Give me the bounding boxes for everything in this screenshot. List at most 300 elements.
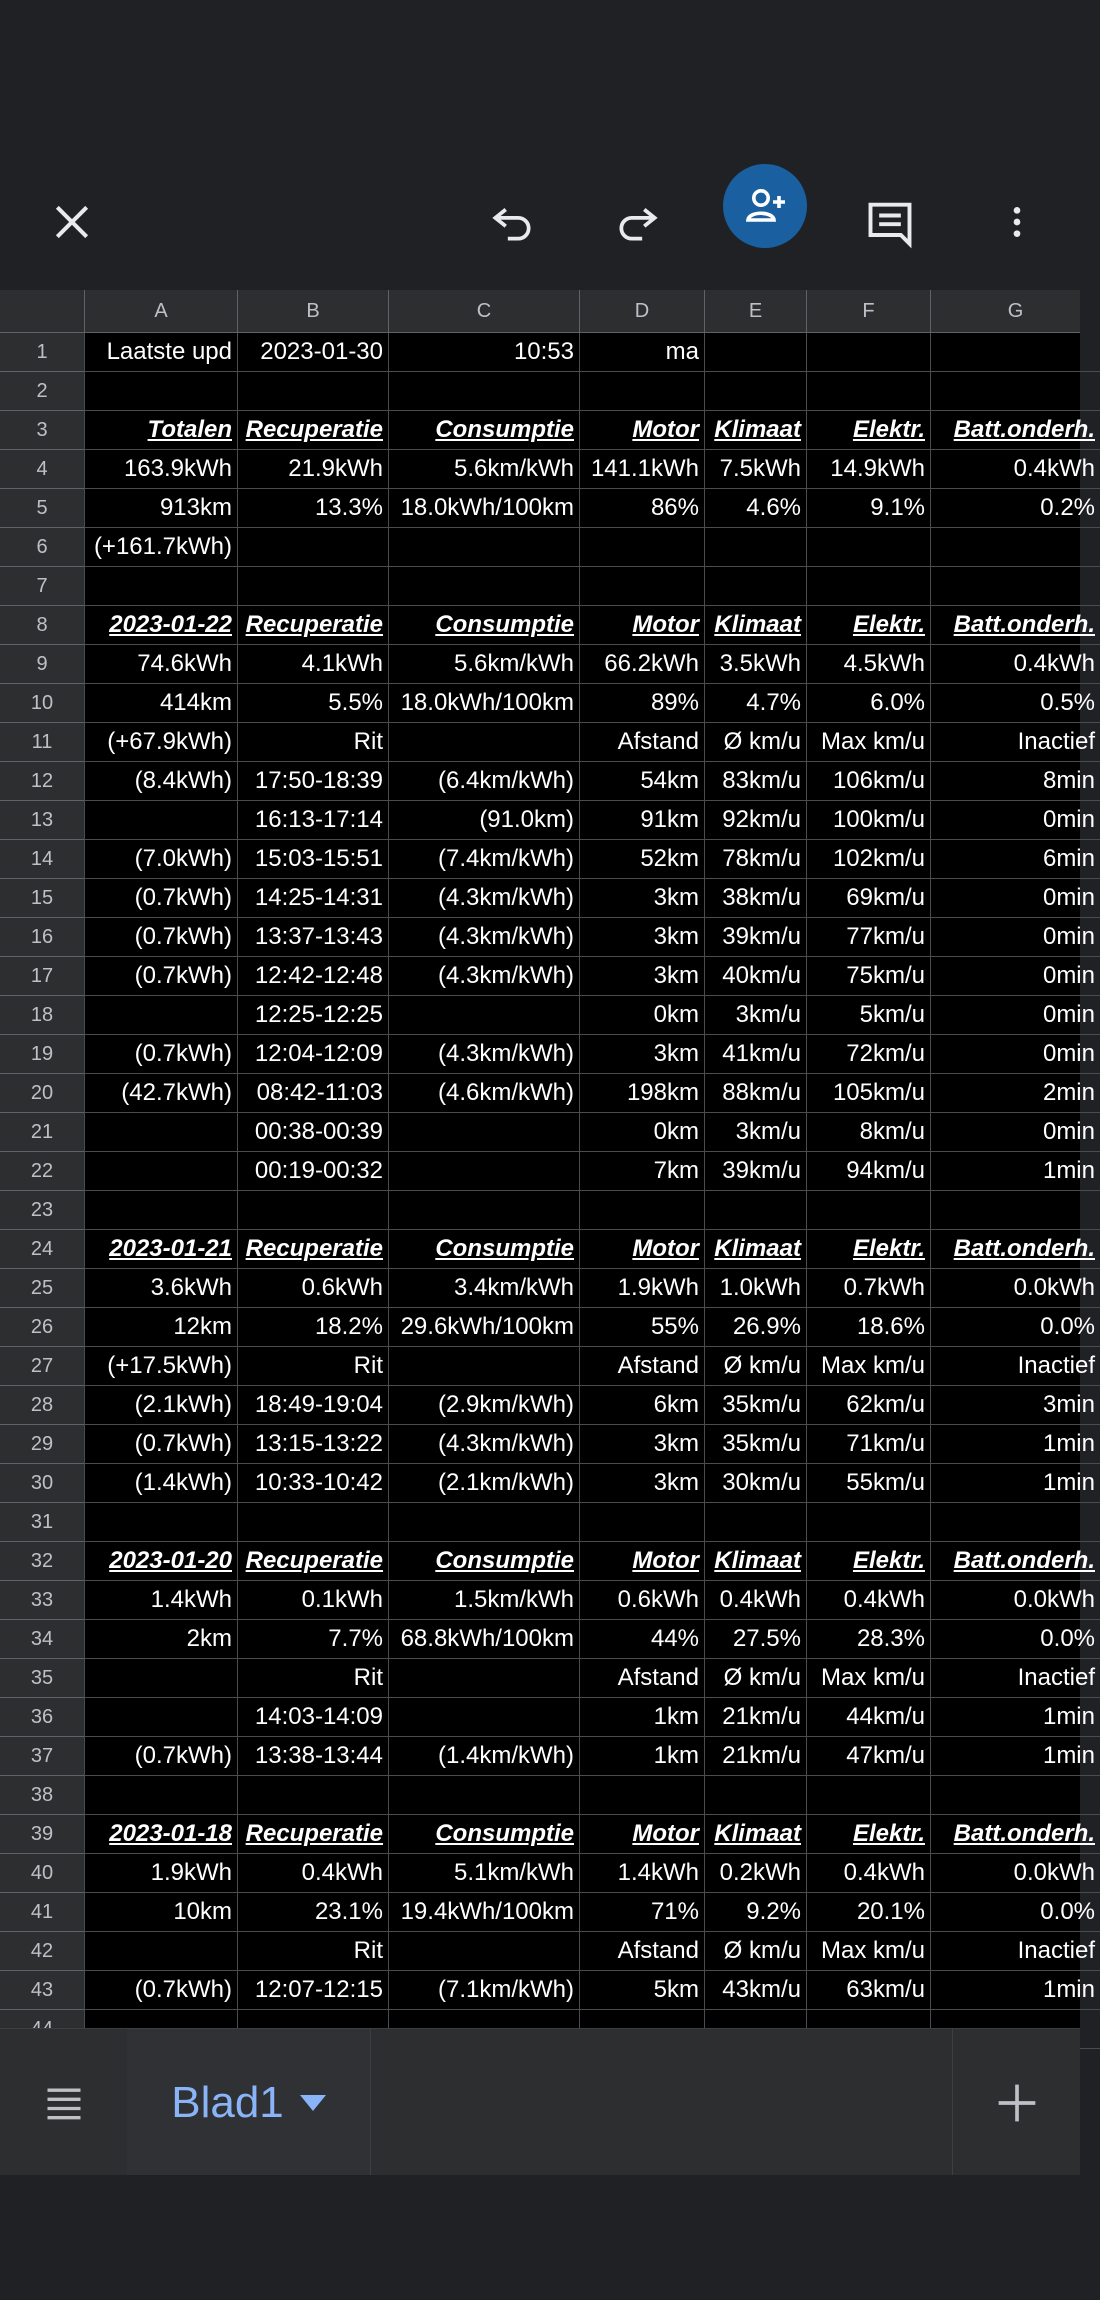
- cell-d42[interactable]: Afstand: [579, 1932, 704, 1971]
- cell-f8[interactable]: Elektr.: [806, 606, 930, 645]
- cell-b40[interactable]: 0.4kWh: [237, 1854, 388, 1893]
- row-number[interactable]: 24: [0, 1230, 84, 1269]
- cell-e15[interactable]: 38km/u: [704, 879, 806, 918]
- column-header-e[interactable]: E: [704, 290, 806, 332]
- cell-d1[interactable]: ma: [579, 333, 704, 372]
- cell-a21[interactable]: [84, 1113, 237, 1152]
- cell-b35[interactable]: Rit: [237, 1659, 388, 1698]
- cell-g3[interactable]: Batt.onderh.: [930, 411, 1100, 450]
- row-number[interactable]: 31: [0, 1503, 84, 1542]
- spreadsheet-grid[interactable]: [0, 290, 1095, 2028]
- cell-g4[interactable]: 0.4kWh: [930, 450, 1100, 489]
- cell-d22[interactable]: 7km: [579, 1152, 704, 1191]
- cell-a3[interactable]: Totalen: [84, 411, 237, 450]
- cell-d23[interactable]: [579, 1191, 704, 1230]
- cell-b30[interactable]: 10:33-10:42: [237, 1464, 388, 1503]
- cell-a28[interactable]: (2.1kWh): [84, 1386, 237, 1425]
- row-number[interactable]: 19: [0, 1035, 84, 1074]
- cell-a33[interactable]: 1.4kWh: [84, 1581, 237, 1620]
- close-button[interactable]: [30, 180, 114, 264]
- cell-d11[interactable]: Afstand: [579, 723, 704, 762]
- cell-a11[interactable]: (+67.9kWh): [84, 723, 237, 762]
- add-sheet-button[interactable]: [952, 2029, 1081, 2176]
- column-header-g[interactable]: G: [930, 290, 1100, 332]
- cell-g38[interactable]: [930, 1776, 1100, 1815]
- cell-a24[interactable]: 2023-01-21: [84, 1230, 237, 1269]
- cell-a9[interactable]: 74.6kWh: [84, 645, 237, 684]
- cell-c20[interactable]: (4.6km/kWh): [388, 1074, 579, 1113]
- cell-f36[interactable]: 44km/u: [806, 1698, 930, 1737]
- cell-f4[interactable]: 14.9kWh: [806, 450, 930, 489]
- cell-c11[interactable]: [388, 723, 579, 762]
- row-number[interactable]: 23: [0, 1191, 84, 1230]
- cell-f34[interactable]: 28.3%: [806, 1620, 930, 1659]
- cell-f24[interactable]: Elektr.: [806, 1230, 930, 1269]
- cell-f16[interactable]: 77km/u: [806, 918, 930, 957]
- cell-b29[interactable]: 13:15-13:22: [237, 1425, 388, 1464]
- row-number[interactable]: 36: [0, 1698, 84, 1737]
- cell-c7[interactable]: [388, 567, 579, 606]
- cell-c35[interactable]: [388, 1659, 579, 1698]
- cell-a5[interactable]: 913km: [84, 489, 237, 528]
- cell-d9[interactable]: 66.2kWh: [579, 645, 704, 684]
- row-number[interactable]: 38: [0, 1776, 84, 1815]
- cell-g17[interactable]: 0min: [930, 957, 1100, 996]
- cell-d17[interactable]: 3km: [579, 957, 704, 996]
- cell-e3[interactable]: Klimaat: [704, 411, 806, 450]
- cell-f22[interactable]: 94km/u: [806, 1152, 930, 1191]
- cell-d16[interactable]: 3km: [579, 918, 704, 957]
- cell-a2[interactable]: [84, 372, 237, 411]
- cell-f1[interactable]: [806, 333, 930, 372]
- cell-b2[interactable]: [237, 372, 388, 411]
- cell-c39[interactable]: Consumptie: [388, 1815, 579, 1854]
- column-header-c[interactable]: C: [388, 290, 579, 332]
- row-number[interactable]: 13: [0, 801, 84, 840]
- cell-f5[interactable]: 9.1%: [806, 489, 930, 528]
- cell-f17[interactable]: 75km/u: [806, 957, 930, 996]
- cell-a14[interactable]: (7.0kWh): [84, 840, 237, 879]
- cell-b12[interactable]: 17:50-18:39: [237, 762, 388, 801]
- cell-a30[interactable]: (1.4kWh): [84, 1464, 237, 1503]
- cell-g13[interactable]: 0min: [930, 801, 1100, 840]
- cell-g22[interactable]: 1min: [930, 1152, 1100, 1191]
- cell-e29[interactable]: 35km/u: [704, 1425, 806, 1464]
- cell-a19[interactable]: (0.7kWh): [84, 1035, 237, 1074]
- row-number[interactable]: 20: [0, 1074, 84, 1113]
- cell-d38[interactable]: [579, 1776, 704, 1815]
- cell-a31[interactable]: [84, 1503, 237, 1542]
- row-number[interactable]: 43: [0, 1971, 84, 2010]
- cell-c40[interactable]: 5.1km/kWh: [388, 1854, 579, 1893]
- cell-d12[interactable]: 54km: [579, 762, 704, 801]
- cell-e31[interactable]: [704, 1503, 806, 1542]
- cell-a4[interactable]: 163.9kWh: [84, 450, 237, 489]
- cell-f42[interactable]: Max km/u: [806, 1932, 930, 1971]
- cell-a23[interactable]: [84, 1191, 237, 1230]
- cell-e1[interactable]: [704, 333, 806, 372]
- cell-c10[interactable]: 18.0kWh/100km: [388, 684, 579, 723]
- cell-c23[interactable]: [388, 1191, 579, 1230]
- cell-d8[interactable]: Motor: [579, 606, 704, 645]
- cell-a22[interactable]: [84, 1152, 237, 1191]
- cell-e2[interactable]: [704, 372, 806, 411]
- row-number[interactable]: 3: [0, 411, 84, 450]
- cell-b20[interactable]: 08:42-11:03: [237, 1074, 388, 1113]
- cell-d36[interactable]: 1km: [579, 1698, 704, 1737]
- row-number[interactable]: 22: [0, 1152, 84, 1191]
- sheet-tab-blad1[interactable]: [127, 2029, 371, 2176]
- cell-e37[interactable]: 21km/u: [704, 1737, 806, 1776]
- cell-g19[interactable]: 0min: [930, 1035, 1100, 1074]
- cell-f7[interactable]: [806, 567, 930, 606]
- cell-d27[interactable]: Afstand: [579, 1347, 704, 1386]
- cell-f6[interactable]: [806, 528, 930, 567]
- cell-c3[interactable]: Consumptie: [388, 411, 579, 450]
- cell-c38[interactable]: [388, 1776, 579, 1815]
- cell-c27[interactable]: [388, 1347, 579, 1386]
- cell-b28[interactable]: 18:49-19:04: [237, 1386, 388, 1425]
- cell-a35[interactable]: [84, 1659, 237, 1698]
- cell-c34[interactable]: 68.8kWh/100km: [388, 1620, 579, 1659]
- row-number[interactable]: 4: [0, 450, 84, 489]
- cell-f2[interactable]: [806, 372, 930, 411]
- cell-d3[interactable]: Motor: [579, 411, 704, 450]
- cell-d31[interactable]: [579, 1503, 704, 1542]
- cell-b42[interactable]: Rit: [237, 1932, 388, 1971]
- cell-b26[interactable]: 18.2%: [237, 1308, 388, 1347]
- cell-a17[interactable]: (0.7kWh): [84, 957, 237, 996]
- cell-b8[interactable]: Recuperatie: [237, 606, 388, 645]
- cell-c28[interactable]: (2.9km/kWh): [388, 1386, 579, 1425]
- cell-a8[interactable]: 2023-01-22: [84, 606, 237, 645]
- cell-b1[interactable]: 2023-01-30: [237, 333, 388, 372]
- cell-e21[interactable]: 3km/u: [704, 1113, 806, 1152]
- share-button[interactable]: [723, 164, 807, 248]
- cell-e26[interactable]: 26.9%: [704, 1308, 806, 1347]
- column-header-f[interactable]: F: [806, 290, 930, 332]
- row-number[interactable]: 41: [0, 1893, 84, 1932]
- cell-b23[interactable]: [237, 1191, 388, 1230]
- cell-c8[interactable]: Consumptie: [388, 606, 579, 645]
- cell-d24[interactable]: Motor: [579, 1230, 704, 1269]
- cell-a34[interactable]: 2km: [84, 1620, 237, 1659]
- cell-f26[interactable]: 18.6%: [806, 1308, 930, 1347]
- cell-a38[interactable]: [84, 1776, 237, 1815]
- comment-button[interactable]: [848, 180, 932, 264]
- row-number[interactable]: 40: [0, 1854, 84, 1893]
- cell-a43[interactable]: (0.7kWh): [84, 1971, 237, 2010]
- cell-g10[interactable]: 0.5%: [930, 684, 1100, 723]
- cell-a20[interactable]: (42.7kWh): [84, 1074, 237, 1113]
- cell-d25[interactable]: 1.9kWh: [579, 1269, 704, 1308]
- cell-g1[interactable]: [930, 333, 1100, 372]
- cell-c37[interactable]: (1.4km/kWh): [388, 1737, 579, 1776]
- cell-b33[interactable]: 0.1kWh: [237, 1581, 388, 1620]
- column-header-d[interactable]: D: [579, 290, 704, 332]
- cell-f20[interactable]: 105km/u: [806, 1074, 930, 1113]
- undo-button[interactable]: [470, 180, 554, 264]
- cell-f29[interactable]: 71km/u: [806, 1425, 930, 1464]
- cell-e13[interactable]: 92km/u: [704, 801, 806, 840]
- cell-a25[interactable]: 3.6kWh: [84, 1269, 237, 1308]
- cell-d2[interactable]: [579, 372, 704, 411]
- row-number[interactable]: 18: [0, 996, 84, 1035]
- cell-b13[interactable]: 16:13-17:14: [237, 801, 388, 840]
- cell-g26[interactable]: 0.0%: [930, 1308, 1100, 1347]
- cell-g6[interactable]: [930, 528, 1100, 567]
- cell-a39[interactable]: 2023-01-18: [84, 1815, 237, 1854]
- cell-e38[interactable]: [704, 1776, 806, 1815]
- cell-d21[interactable]: 0km: [579, 1113, 704, 1152]
- cell-c24[interactable]: Consumptie: [388, 1230, 579, 1269]
- cell-e6[interactable]: [704, 528, 806, 567]
- cell-g20[interactable]: 2min: [930, 1074, 1100, 1113]
- cell-d28[interactable]: 6km: [579, 1386, 704, 1425]
- cell-a13[interactable]: [84, 801, 237, 840]
- cell-a26[interactable]: 12km: [84, 1308, 237, 1347]
- cell-d39[interactable]: Motor: [579, 1815, 704, 1854]
- cell-g37[interactable]: 1min: [930, 1737, 1100, 1776]
- row-number[interactable]: 16: [0, 918, 84, 957]
- cell-d32[interactable]: Motor: [579, 1542, 704, 1581]
- cell-e25[interactable]: 1.0kWh: [704, 1269, 806, 1308]
- cell-e8[interactable]: Klimaat: [704, 606, 806, 645]
- cell-g12[interactable]: 8min: [930, 762, 1100, 801]
- cell-c6[interactable]: [388, 528, 579, 567]
- cell-a40[interactable]: 1.9kWh: [84, 1854, 237, 1893]
- cell-c19[interactable]: (4.3km/kWh): [388, 1035, 579, 1074]
- cell-f43[interactable]: 63km/u: [806, 1971, 930, 2010]
- cell-g18[interactable]: 0min: [930, 996, 1100, 1035]
- cell-f9[interactable]: 4.5kWh: [806, 645, 930, 684]
- row-number[interactable]: 9: [0, 645, 84, 684]
- cell-c30[interactable]: (2.1km/kWh): [388, 1464, 579, 1503]
- cell-g30[interactable]: 1min: [930, 1464, 1100, 1503]
- cell-c29[interactable]: (4.3km/kWh): [388, 1425, 579, 1464]
- cell-e39[interactable]: Klimaat: [704, 1815, 806, 1854]
- cell-b41[interactable]: 23.1%: [237, 1893, 388, 1932]
- cell-g24[interactable]: Batt.onderh.: [930, 1230, 1100, 1269]
- row-number[interactable]: 28: [0, 1386, 84, 1425]
- cell-d26[interactable]: 55%: [579, 1308, 704, 1347]
- cell-g32[interactable]: Batt.onderh.: [930, 1542, 1100, 1581]
- cell-f10[interactable]: 6.0%: [806, 684, 930, 723]
- cell-b25[interactable]: 0.6kWh: [237, 1269, 388, 1308]
- cell-f25[interactable]: 0.7kWh: [806, 1269, 930, 1308]
- cell-f40[interactable]: 0.4kWh: [806, 1854, 930, 1893]
- row-number[interactable]: 8: [0, 606, 84, 645]
- row-number[interactable]: 11: [0, 723, 84, 762]
- cell-c43[interactable]: (7.1km/kWh): [388, 1971, 579, 2010]
- cell-g25[interactable]: 0.0kWh: [930, 1269, 1100, 1308]
- row-number[interactable]: 29: [0, 1425, 84, 1464]
- cell-d30[interactable]: 3km: [579, 1464, 704, 1503]
- column-header-b[interactable]: B: [237, 290, 388, 332]
- cell-g35[interactable]: Inactief: [930, 1659, 1100, 1698]
- cell-b10[interactable]: 5.5%: [237, 684, 388, 723]
- cell-e16[interactable]: 39km/u: [704, 918, 806, 957]
- cell-g14[interactable]: 6min: [930, 840, 1100, 879]
- cell-g33[interactable]: 0.0kWh: [930, 1581, 1100, 1620]
- cell-g16[interactable]: 0min: [930, 918, 1100, 957]
- cell-e10[interactable]: 4.7%: [704, 684, 806, 723]
- cell-c31[interactable]: [388, 1503, 579, 1542]
- row-number[interactable]: 35: [0, 1659, 84, 1698]
- more-options-button[interactable]: [975, 180, 1059, 264]
- cell-c32[interactable]: Consumptie: [388, 1542, 579, 1581]
- cell-b14[interactable]: 15:03-15:51: [237, 840, 388, 879]
- cell-f41[interactable]: 20.1%: [806, 1893, 930, 1932]
- cell-b22[interactable]: 00:19-00:32: [237, 1152, 388, 1191]
- cell-a15[interactable]: (0.7kWh): [84, 879, 237, 918]
- cell-b7[interactable]: [237, 567, 388, 606]
- cell-e43[interactable]: 43km/u: [704, 1971, 806, 2010]
- cell-g11[interactable]: Inactief: [930, 723, 1100, 762]
- cell-f12[interactable]: 106km/u: [806, 762, 930, 801]
- cell-e22[interactable]: 39km/u: [704, 1152, 806, 1191]
- cell-f30[interactable]: 55km/u: [806, 1464, 930, 1503]
- cell-f28[interactable]: 62km/u: [806, 1386, 930, 1425]
- cell-f19[interactable]: 72km/u: [806, 1035, 930, 1074]
- row-number[interactable]: 21: [0, 1113, 84, 1152]
- cell-a27[interactable]: (+17.5kWh): [84, 1347, 237, 1386]
- cell-g43[interactable]: 1min: [930, 1971, 1100, 2010]
- cell-c15[interactable]: (4.3km/kWh): [388, 879, 579, 918]
- row-number[interactable]: 27: [0, 1347, 84, 1386]
- cell-d37[interactable]: 1km: [579, 1737, 704, 1776]
- cell-b5[interactable]: 13.3%: [237, 489, 388, 528]
- row-number[interactable]: 26: [0, 1308, 84, 1347]
- cell-c21[interactable]: [388, 1113, 579, 1152]
- cell-c17[interactable]: (4.3km/kWh): [388, 957, 579, 996]
- cell-e4[interactable]: 7.5kWh: [704, 450, 806, 489]
- cell-d33[interactable]: 0.6kWh: [579, 1581, 704, 1620]
- cell-e11[interactable]: Ø km/u: [704, 723, 806, 762]
- select-all-corner[interactable]: [0, 290, 84, 332]
- cell-f3[interactable]: Elektr.: [806, 411, 930, 450]
- cell-b15[interactable]: 14:25-14:31: [237, 879, 388, 918]
- cell-c9[interactable]: 5.6km/kWh: [388, 645, 579, 684]
- cell-g28[interactable]: 3min: [930, 1386, 1100, 1425]
- cell-d29[interactable]: 3km: [579, 1425, 704, 1464]
- cell-a6[interactable]: (+161.7kWh): [84, 528, 237, 567]
- cell-f13[interactable]: 100km/u: [806, 801, 930, 840]
- cell-d6[interactable]: [579, 528, 704, 567]
- cell-c2[interactable]: [388, 372, 579, 411]
- cell-b11[interactable]: Rit: [237, 723, 388, 762]
- cell-a42[interactable]: [84, 1932, 237, 1971]
- cell-g2[interactable]: [930, 372, 1100, 411]
- cell-b43[interactable]: 12:07-12:15: [237, 1971, 388, 2010]
- cell-b4[interactable]: 21.9kWh: [237, 450, 388, 489]
- row-number[interactable]: 17: [0, 957, 84, 996]
- cell-b21[interactable]: 00:38-00:39: [237, 1113, 388, 1152]
- row-number[interactable]: 1: [0, 333, 84, 372]
- cell-f37[interactable]: 47km/u: [806, 1737, 930, 1776]
- cell-g41[interactable]: 0.0%: [930, 1893, 1100, 1932]
- cell-d40[interactable]: 1.4kWh: [579, 1854, 704, 1893]
- cell-g36[interactable]: 1min: [930, 1698, 1100, 1737]
- cell-e40[interactable]: 0.2kWh: [704, 1854, 806, 1893]
- cell-c4[interactable]: 5.6km/kWh: [388, 450, 579, 489]
- row-number[interactable]: 39: [0, 1815, 84, 1854]
- cell-a18[interactable]: [84, 996, 237, 1035]
- cell-a32[interactable]: 2023-01-20: [84, 1542, 237, 1581]
- cell-g8[interactable]: Batt.onderh.: [930, 606, 1100, 645]
- cell-e17[interactable]: 40km/u: [704, 957, 806, 996]
- cell-c14[interactable]: (7.4km/kWh): [388, 840, 579, 879]
- cell-f33[interactable]: 0.4kWh: [806, 1581, 930, 1620]
- cell-e34[interactable]: 27.5%: [704, 1620, 806, 1659]
- cell-a29[interactable]: (0.7kWh): [84, 1425, 237, 1464]
- cell-d18[interactable]: 0km: [579, 996, 704, 1035]
- row-number[interactable]: 12: [0, 762, 84, 801]
- all-sheets-button[interactable]: [0, 2029, 128, 2176]
- cell-e33[interactable]: 0.4kWh: [704, 1581, 806, 1620]
- row-number[interactable]: 34: [0, 1620, 84, 1659]
- cell-g34[interactable]: 0.0%: [930, 1620, 1100, 1659]
- cell-a41[interactable]: 10km: [84, 1893, 237, 1932]
- cell-g15[interactable]: 0min: [930, 879, 1100, 918]
- cell-d13[interactable]: 91km: [579, 801, 704, 840]
- cell-d10[interactable]: 89%: [579, 684, 704, 723]
- row-number[interactable]: 15: [0, 879, 84, 918]
- cell-c1[interactable]: 10:53: [388, 333, 579, 372]
- cell-d14[interactable]: 52km: [579, 840, 704, 879]
- cell-f23[interactable]: [806, 1191, 930, 1230]
- cell-e7[interactable]: [704, 567, 806, 606]
- cell-d43[interactable]: 5km: [579, 1971, 704, 2010]
- cell-d35[interactable]: Afstand: [579, 1659, 704, 1698]
- cell-c13[interactable]: (91.0km): [388, 801, 579, 840]
- cell-b18[interactable]: 12:25-12:25: [237, 996, 388, 1035]
- cell-c18[interactable]: [388, 996, 579, 1035]
- cell-f18[interactable]: 5km/u: [806, 996, 930, 1035]
- cell-b24[interactable]: Recuperatie: [237, 1230, 388, 1269]
- cell-f11[interactable]: Max km/u: [806, 723, 930, 762]
- cell-e20[interactable]: 88km/u: [704, 1074, 806, 1113]
- cell-b3[interactable]: Recuperatie: [237, 411, 388, 450]
- row-number[interactable]: 7: [0, 567, 84, 606]
- cell-d41[interactable]: 71%: [579, 1893, 704, 1932]
- cell-a7[interactable]: [84, 567, 237, 606]
- row-number[interactable]: 6: [0, 528, 84, 567]
- cell-f27[interactable]: Max km/u: [806, 1347, 930, 1386]
- row-number[interactable]: 10: [0, 684, 84, 723]
- row-number[interactable]: 5: [0, 489, 84, 528]
- cell-c36[interactable]: [388, 1698, 579, 1737]
- cell-b34[interactable]: 7.7%: [237, 1620, 388, 1659]
- cell-g31[interactable]: [930, 1503, 1100, 1542]
- cell-e5[interactable]: 4.6%: [704, 489, 806, 528]
- cell-b38[interactable]: [237, 1776, 388, 1815]
- cell-c5[interactable]: 18.0kWh/100km: [388, 489, 579, 528]
- row-number[interactable]: 30: [0, 1464, 84, 1503]
- cell-e14[interactable]: 78km/u: [704, 840, 806, 879]
- row-number[interactable]: 37: [0, 1737, 84, 1776]
- cell-b27[interactable]: Rit: [237, 1347, 388, 1386]
- cell-e27[interactable]: Ø km/u: [704, 1347, 806, 1386]
- cell-c12[interactable]: (6.4km/kWh): [388, 762, 579, 801]
- cell-a1[interactable]: Laatste upd: [84, 333, 237, 372]
- cell-f38[interactable]: [806, 1776, 930, 1815]
- cell-e35[interactable]: Ø km/u: [704, 1659, 806, 1698]
- cell-d19[interactable]: 3km: [579, 1035, 704, 1074]
- cell-c33[interactable]: 1.5km/kWh: [388, 1581, 579, 1620]
- cell-b16[interactable]: 13:37-13:43: [237, 918, 388, 957]
- cell-b32[interactable]: Recuperatie: [237, 1542, 388, 1581]
